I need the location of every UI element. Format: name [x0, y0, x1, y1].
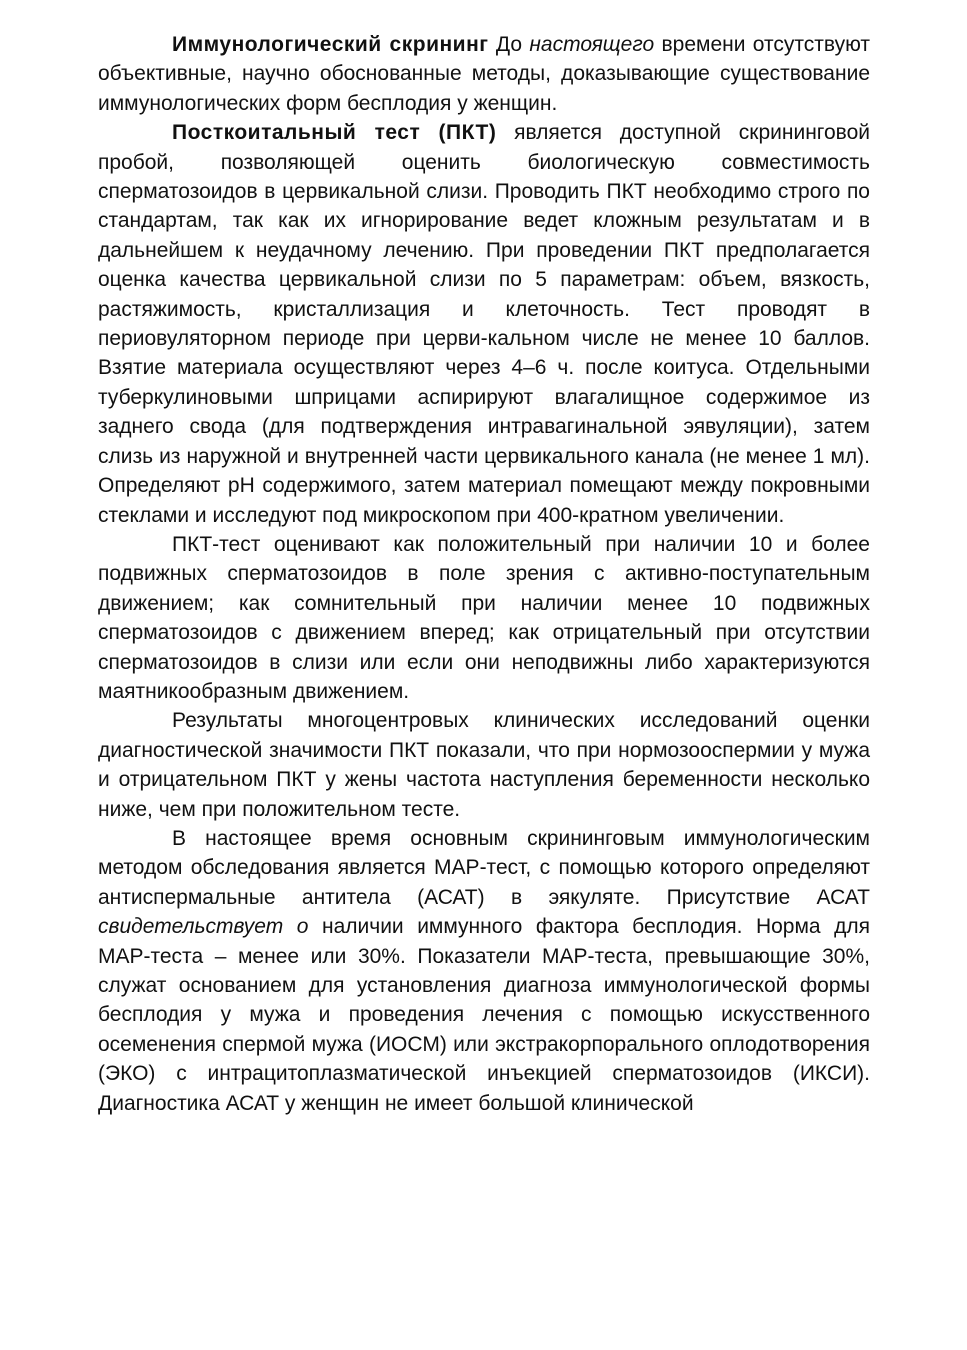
- paragraph-heading: Иммунологический скрининг: [172, 33, 489, 56]
- paragraph-italic-text: свидетельствует о: [98, 915, 309, 939]
- paragraph-text: Результаты многоцентровых клинических исследований оценки диагностической значимости ПКТ показали, что при нормозооспермии у мужа и отрицательном ПКТ у жены частота наступления беременности несколько ниже, чем при положительном тесте.: [98, 709, 870, 821]
- paragraph-text: является доступной скрининговой пробой, позволяющей оценить биологическую совместимость сперматозоидов в цервикальной слизи. Проводить ПКТ необходимо строго по стандартам, так как их игнорирование ведет кложным результатам и в дальнейшем к неудачному лечению. При проведении ПКТ предполагается оценка качества цервикальной слизи по 5 параметрам: объем, вязкость, растяжимость, кристаллизация и клеточность. Тест проводят в периовуляторном периоде при церви-кальном числе не менее 10 баллов. Взятие материала осуществляют через 4–6 ч. после коитуса. Отдельными туберкулиновыми шприцами аспирируют влагалищное содержимое из заднего свода (для подтверждения интравагинальной эявуляции), затем слизь из наружной и внутренней части цервикального канала (не менее 1 мл). Определяют pH содержимого, затем материал помещают между покровными стеклами и исследуют под микроскопом при 400-кратном увеличении.: [98, 121, 870, 527]
- paragraph-text: наличии иммунного фактора бесплодия. Норма для MAP-теста – менее или 30%. Показатели MAP-теста, превышающие 30%, служат основанием для установления диагноза иммунологической формы бесплодия у мужа и проведения лечения с помощью искусственного осеменения спермой мужа (ИОСМ) или экстракорпорального оплодотворения (ЭКО) с интрацитоплазматической инъекцией сперматозоидов (ИКСИ). Диагностика АСАТ у женщин не имеет большой клинической: [98, 915, 870, 1115]
- paragraph-map-test: [98, 824, 870, 1118]
- paragraph-text: времени отсутствуют объективные, научно обоснованные методы, доказывающие существование иммунологических форм бесплодия у женщин.: [98, 33, 870, 115]
- paragraph-text: ПКТ-тест оценивают как положительный при наличии 10 и более подвижных сперматозоидов в поле зрения с активно-поступательным движением; как сомнительный при наличии менее 10 подвижных сперматозоидов с движением вперед; как отрицательный при отсутствии сперматозоидов в слизи или если они неподвижны либо характеризуются маятникообразным движением.: [98, 532, 870, 703]
- paragraph-text: В настоящее время основным скрининговым иммунологическим методом обследования является MAP-тест, с помощью которого определяют антиспермальные антитела (АСАТ) в эякуляте. Присутствие АСАТ: [98, 826, 870, 909]
- paragraph-immunological-screening: [98, 30, 870, 118]
- paragraph-text: До: [488, 33, 530, 56]
- paragraph-postcoital-test: [98, 118, 870, 530]
- paragraph-pkt-evaluation: [98, 530, 870, 706]
- document-page: [98, 30, 870, 1118]
- paragraph-italic-text: настоящего: [529, 33, 655, 56]
- paragraph-multicenter-results: [98, 706, 870, 824]
- paragraph-heading: Посткоитальный тест (ПКТ): [172, 121, 497, 145]
